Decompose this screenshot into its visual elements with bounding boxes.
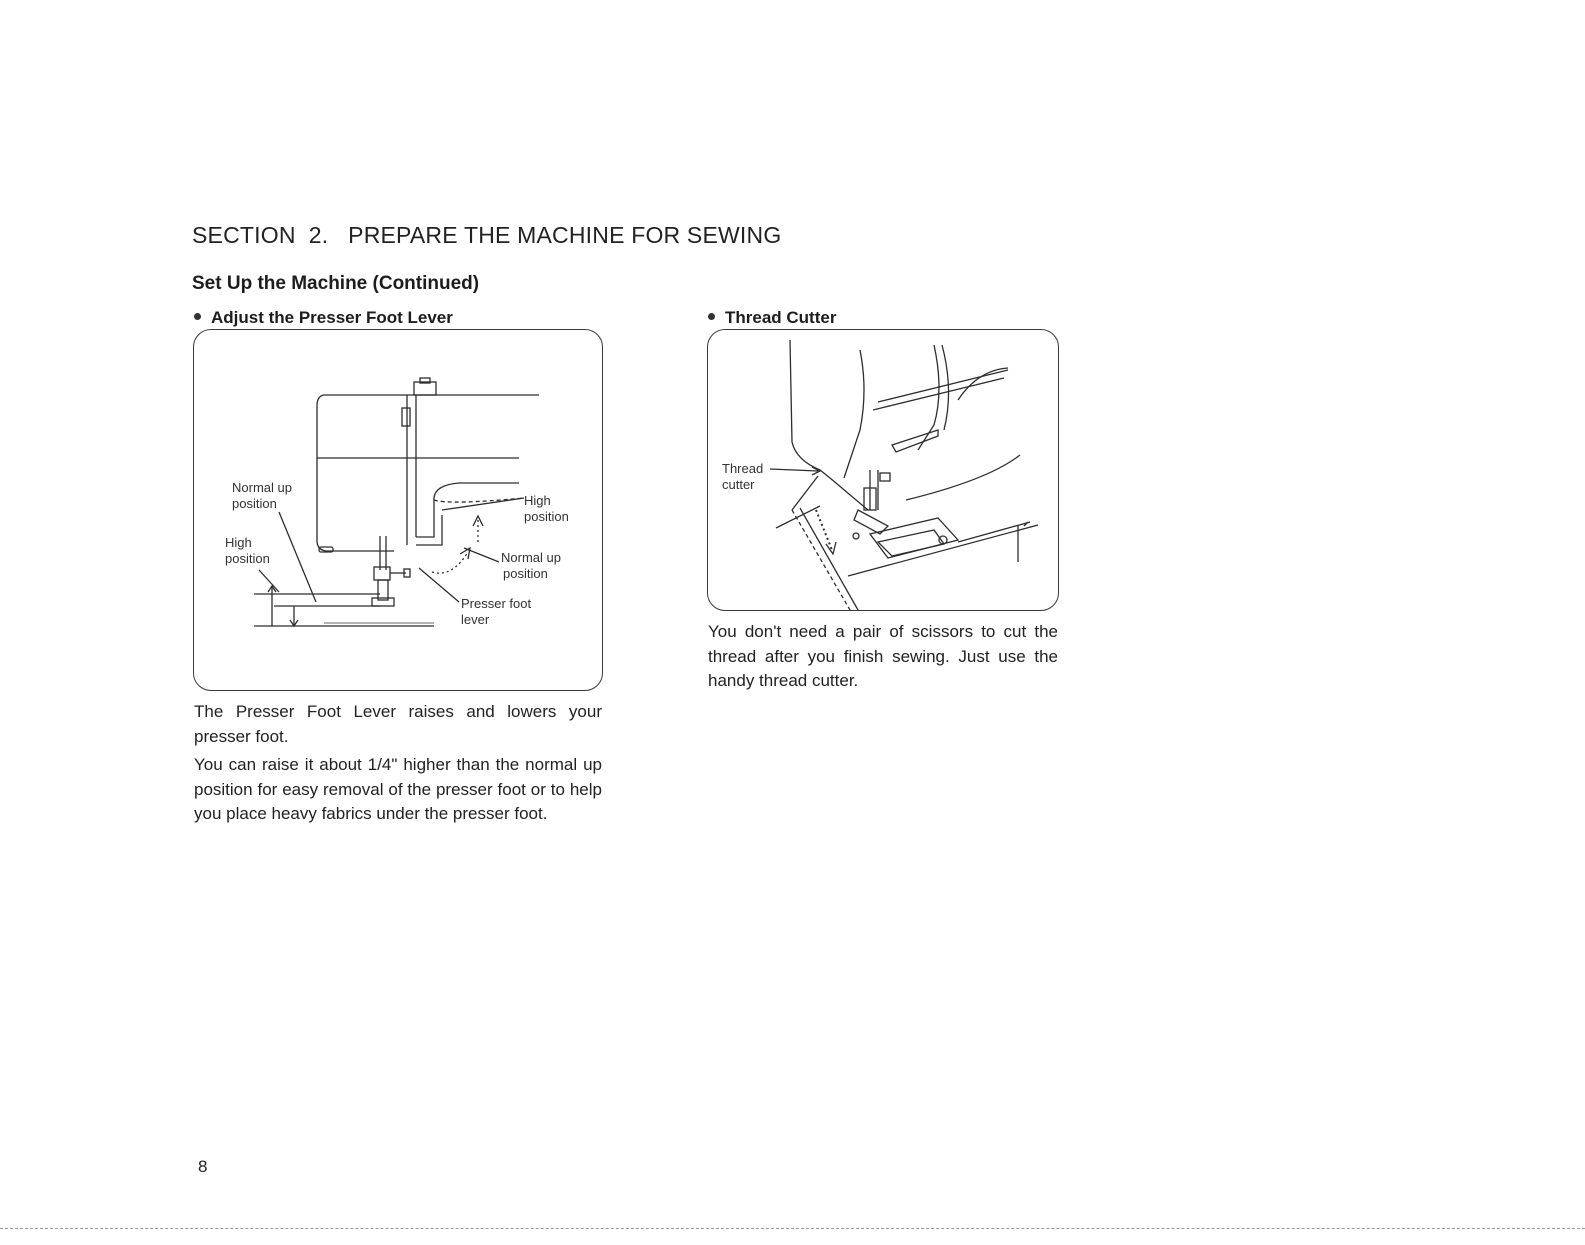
presser-foot-description: [194, 700, 602, 831]
thread-cutter-figure: [707, 329, 1059, 611]
label-high-right: High position: [524, 493, 569, 524]
thread-cutter-heading: [708, 308, 836, 328]
thread-cutter-heading-text: Thread Cutter: [725, 308, 837, 327]
paragraph: You can raise it about 1/4" higher than the normal up position for easy removal of the presser foot or to help you place heavy fabrics under the presser foot.: [194, 755, 602, 823]
paragraph: The Presser Foot Lever raises and lowers your presser foot.: [194, 702, 602, 746]
page-number: 8: [198, 1157, 208, 1176]
presser-foot-figure: [193, 329, 603, 691]
section-title: SECTION 2. PREPARE THE MACHINE FOR SEWING: [192, 222, 782, 248]
label-high-left: High position: [225, 535, 270, 566]
label-normal-up-left: Normal up position: [232, 480, 292, 511]
label-thread-cutter: Thread cutter: [722, 461, 764, 492]
label-normal-up-right: Normal up position: [501, 550, 561, 581]
presser-foot-heading-text: Adjust the Presser Foot Lever: [211, 308, 453, 327]
thread-cutter-description: [708, 620, 1058, 698]
paragraph: You don't need a pair of scissors to cut the thread after you finish sewing. Just use the handy thread cutter.: [708, 622, 1058, 690]
bullet-icon: [708, 313, 715, 320]
label-presser-foot-lever: Presser foot lever: [461, 596, 532, 627]
presser-foot-heading: [194, 308, 453, 328]
page-subtitle: Set Up the Machine (Continued): [192, 273, 480, 294]
bullet-icon: [194, 313, 201, 320]
scan-edge-rule: [0, 1228, 1585, 1229]
